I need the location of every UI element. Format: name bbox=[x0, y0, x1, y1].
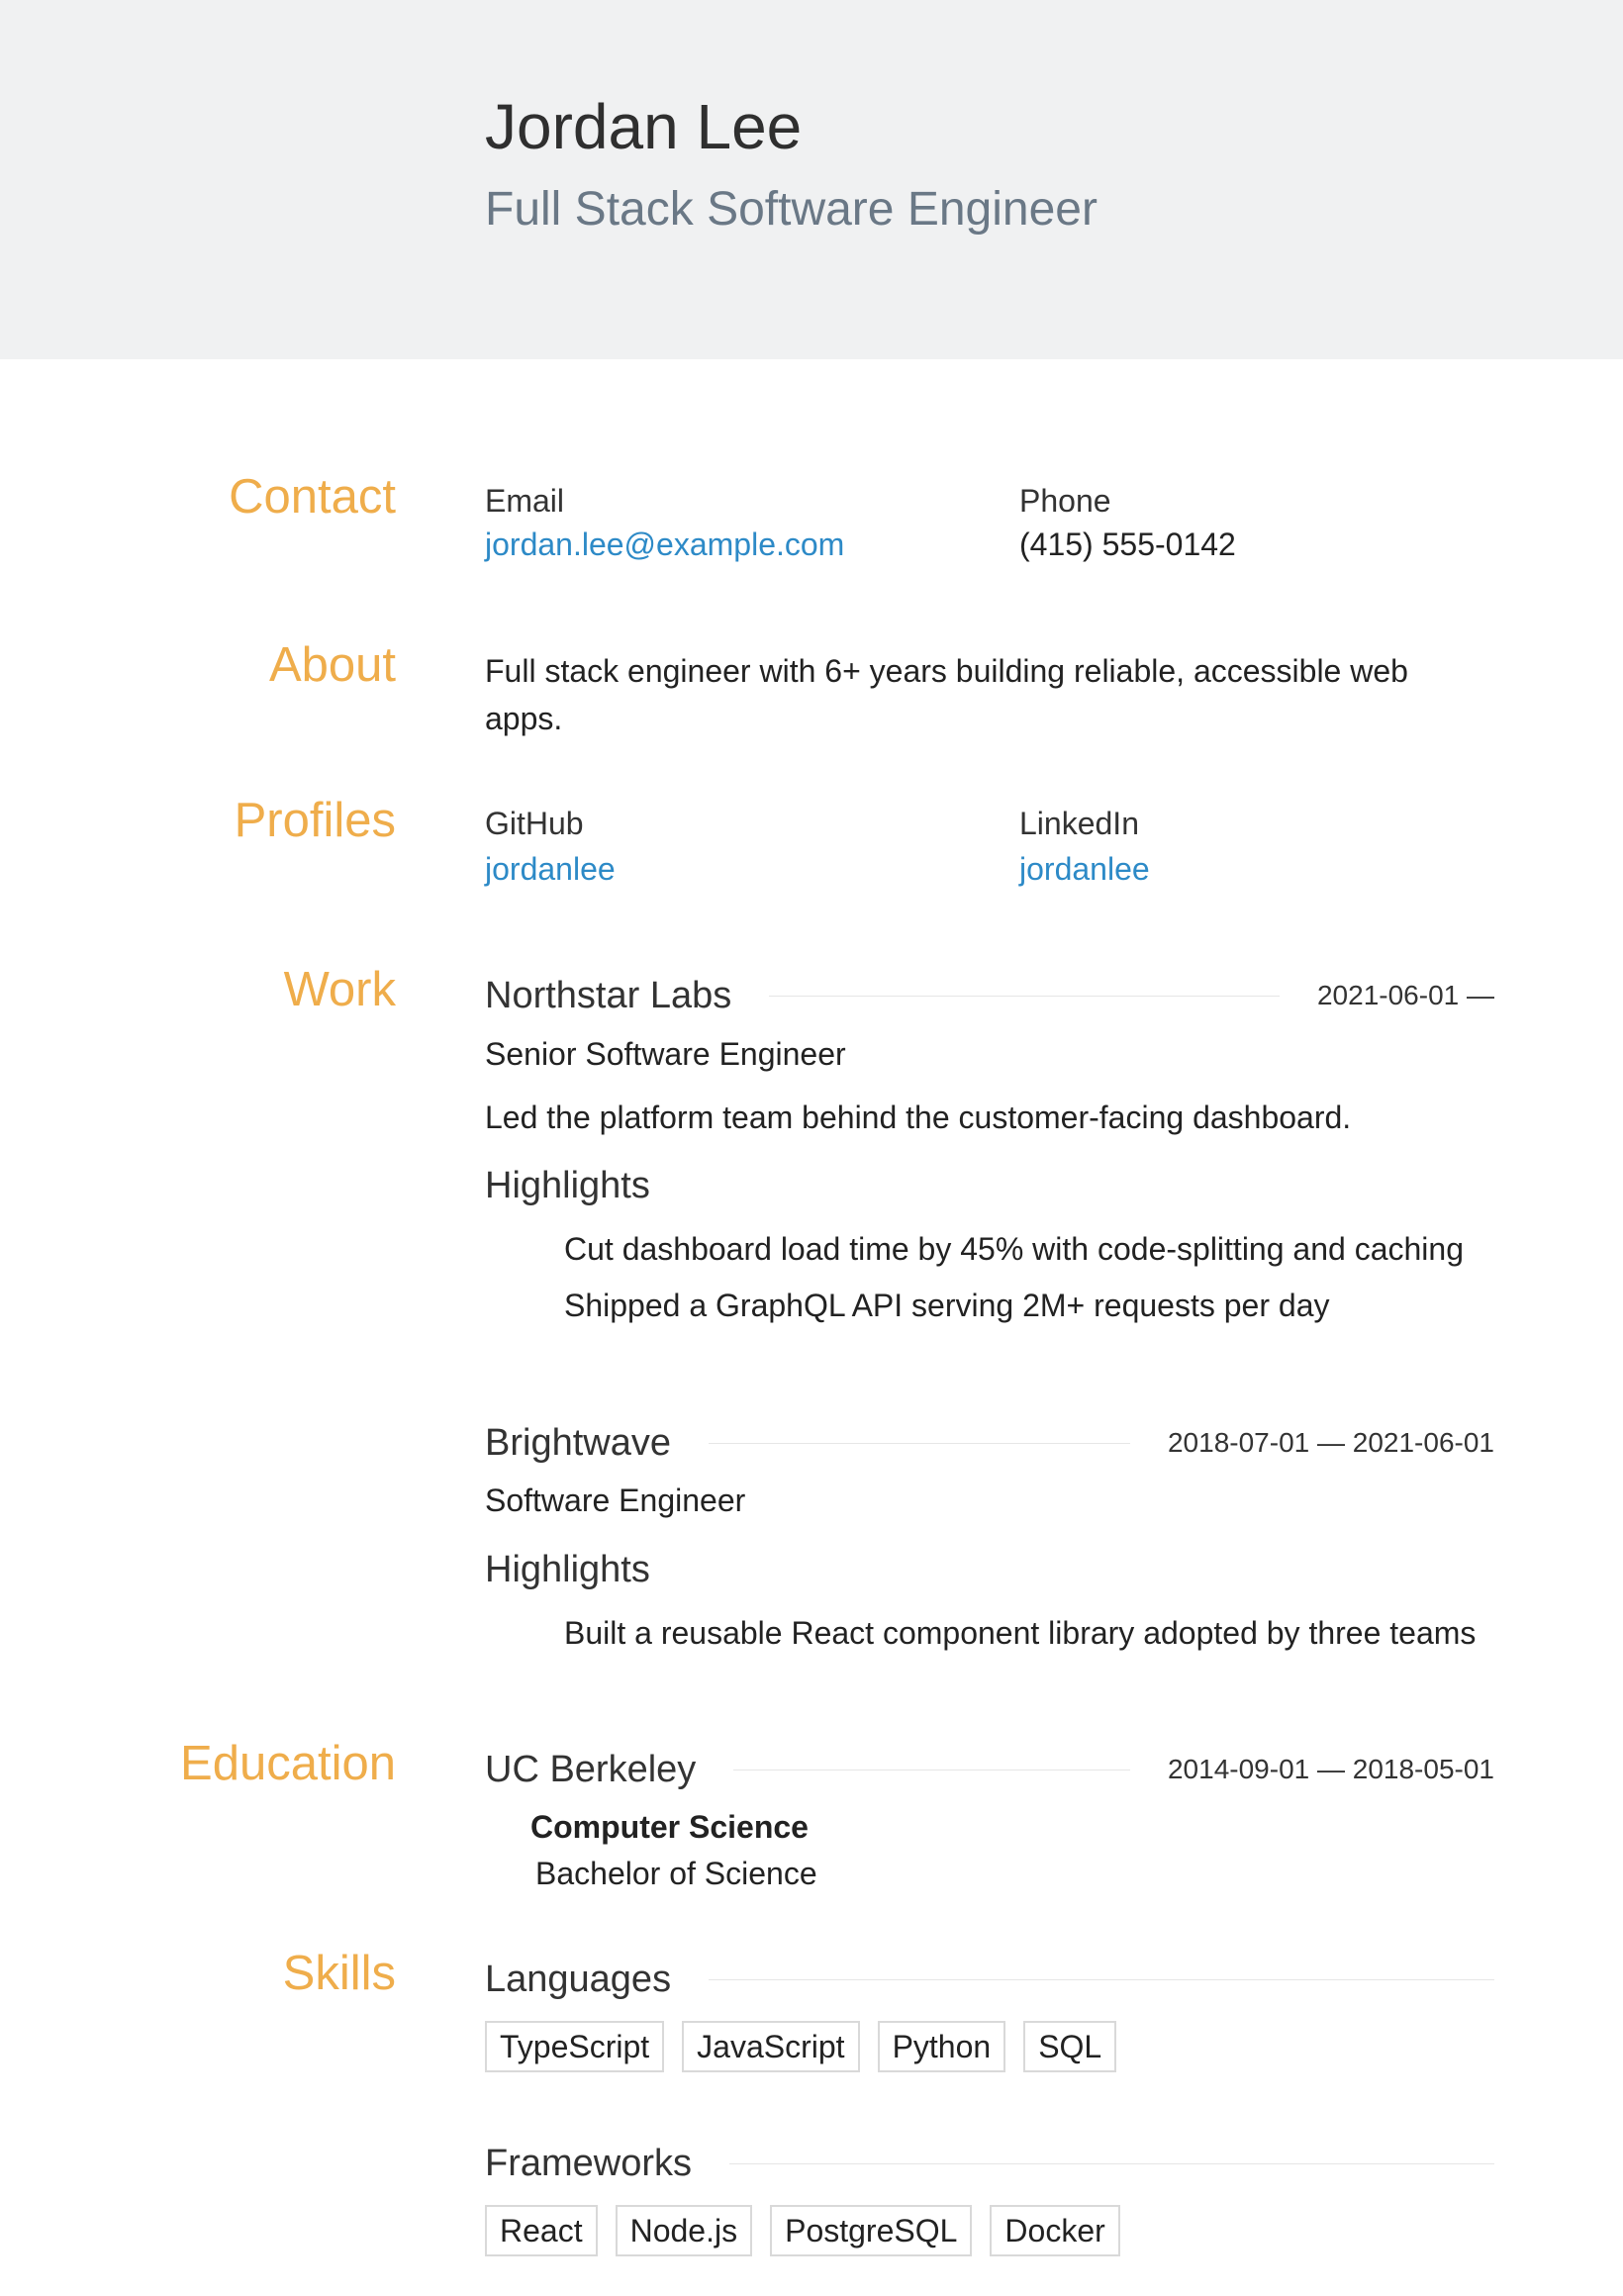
skill-group-name: Frameworks bbox=[485, 2143, 693, 2184]
section-title-skills: Skills bbox=[282, 1947, 396, 2000]
profile-link-linkedin[interactable]: jordanlee bbox=[1019, 851, 1150, 887]
work-dates: 2018-07-01 — 2021-06-01 bbox=[1167, 1427, 1494, 1458]
skill-group-header bbox=[485, 1956, 1494, 2003]
section-title-contact: Contact bbox=[229, 470, 396, 524]
work-entry-header bbox=[485, 1419, 1494, 1467]
skill-tag: PostgreSQL bbox=[770, 2205, 972, 2256]
education-institution: UC Berkeley bbox=[485, 1749, 697, 1790]
highlights-heading: Highlights bbox=[485, 1165, 650, 1206]
work-summary: Led the platform team behind the customer-facing dashboard. bbox=[485, 1100, 1352, 1135]
section-title-education: Education bbox=[180, 1737, 396, 1790]
education-dates: 2014-09-01 — 2018-05-01 bbox=[1167, 1754, 1494, 1784]
skill-group-name: Languages bbox=[485, 1959, 672, 2000]
work-position: Software Engineer bbox=[485, 1483, 746, 1518]
person-title: Full Stack Software Engineer bbox=[485, 183, 1098, 236]
work-entry-header bbox=[485, 972, 1494, 1019]
skill-tag: React bbox=[485, 2205, 598, 2256]
highlights-heading: Highlights bbox=[485, 1549, 650, 1590]
education-area: Computer Science bbox=[530, 1809, 809, 1845]
skill-tag: Python bbox=[878, 2021, 1006, 2072]
email-link[interactable]: jordan.lee@example.com bbox=[485, 526, 845, 562]
skill-tags bbox=[485, 2205, 1120, 2256]
profile-network-linkedin: LinkedIn bbox=[1019, 806, 1139, 841]
resume-header bbox=[0, 0, 1623, 359]
divider bbox=[709, 1443, 1130, 1444]
skill-tag: Node.js bbox=[616, 2205, 753, 2256]
work-company: Northstar Labs bbox=[485, 975, 732, 1016]
phone-value: (415) 555-0142 bbox=[1019, 526, 1236, 562]
skill-tag: TypeScript bbox=[485, 2021, 664, 2072]
skill-tags bbox=[485, 2021, 1116, 2072]
work-dates: 2021-06-01 — bbox=[1316, 980, 1494, 1010]
work-company: Brightwave bbox=[485, 1422, 671, 1464]
profile-link-github[interactable]: jordanlee bbox=[485, 851, 616, 887]
highlight-item: Shipped a GraphQL API serving 2M+ requests per day bbox=[564, 1288, 1330, 1323]
highlight-item: Cut dashboard load time by 45% with code-splitting and caching bbox=[564, 1231, 1464, 1267]
divider bbox=[709, 1979, 1494, 1980]
divider bbox=[729, 2163, 1494, 2164]
section-title-about: About bbox=[268, 638, 396, 692]
education-entry-header bbox=[485, 1746, 1494, 1793]
divider bbox=[769, 996, 1280, 997]
profile-network-github: GitHub bbox=[485, 806, 584, 841]
email-label: Email bbox=[485, 483, 565, 519]
skill-tag: JavaScript bbox=[682, 2021, 859, 2072]
skill-tag: Docker bbox=[990, 2205, 1119, 2256]
about-text: Full stack engineer with 6+ years building reliable, accessible web apps. bbox=[485, 653, 1408, 736]
section-title-profiles: Profiles bbox=[234, 794, 396, 847]
highlight-item: Built a reusable React component library adopted by three teams bbox=[564, 1615, 1477, 1651]
skill-group-header bbox=[485, 2140, 1494, 2187]
skill-tag: SQL bbox=[1023, 2021, 1116, 2072]
section-title-work: Work bbox=[283, 963, 396, 1016]
work-position: Senior Software Engineer bbox=[485, 1036, 846, 1072]
phone-label: Phone bbox=[1019, 483, 1111, 519]
education-study-type: Bachelor of Science bbox=[535, 1856, 817, 1891]
person-name: Jordan Lee bbox=[485, 91, 803, 162]
